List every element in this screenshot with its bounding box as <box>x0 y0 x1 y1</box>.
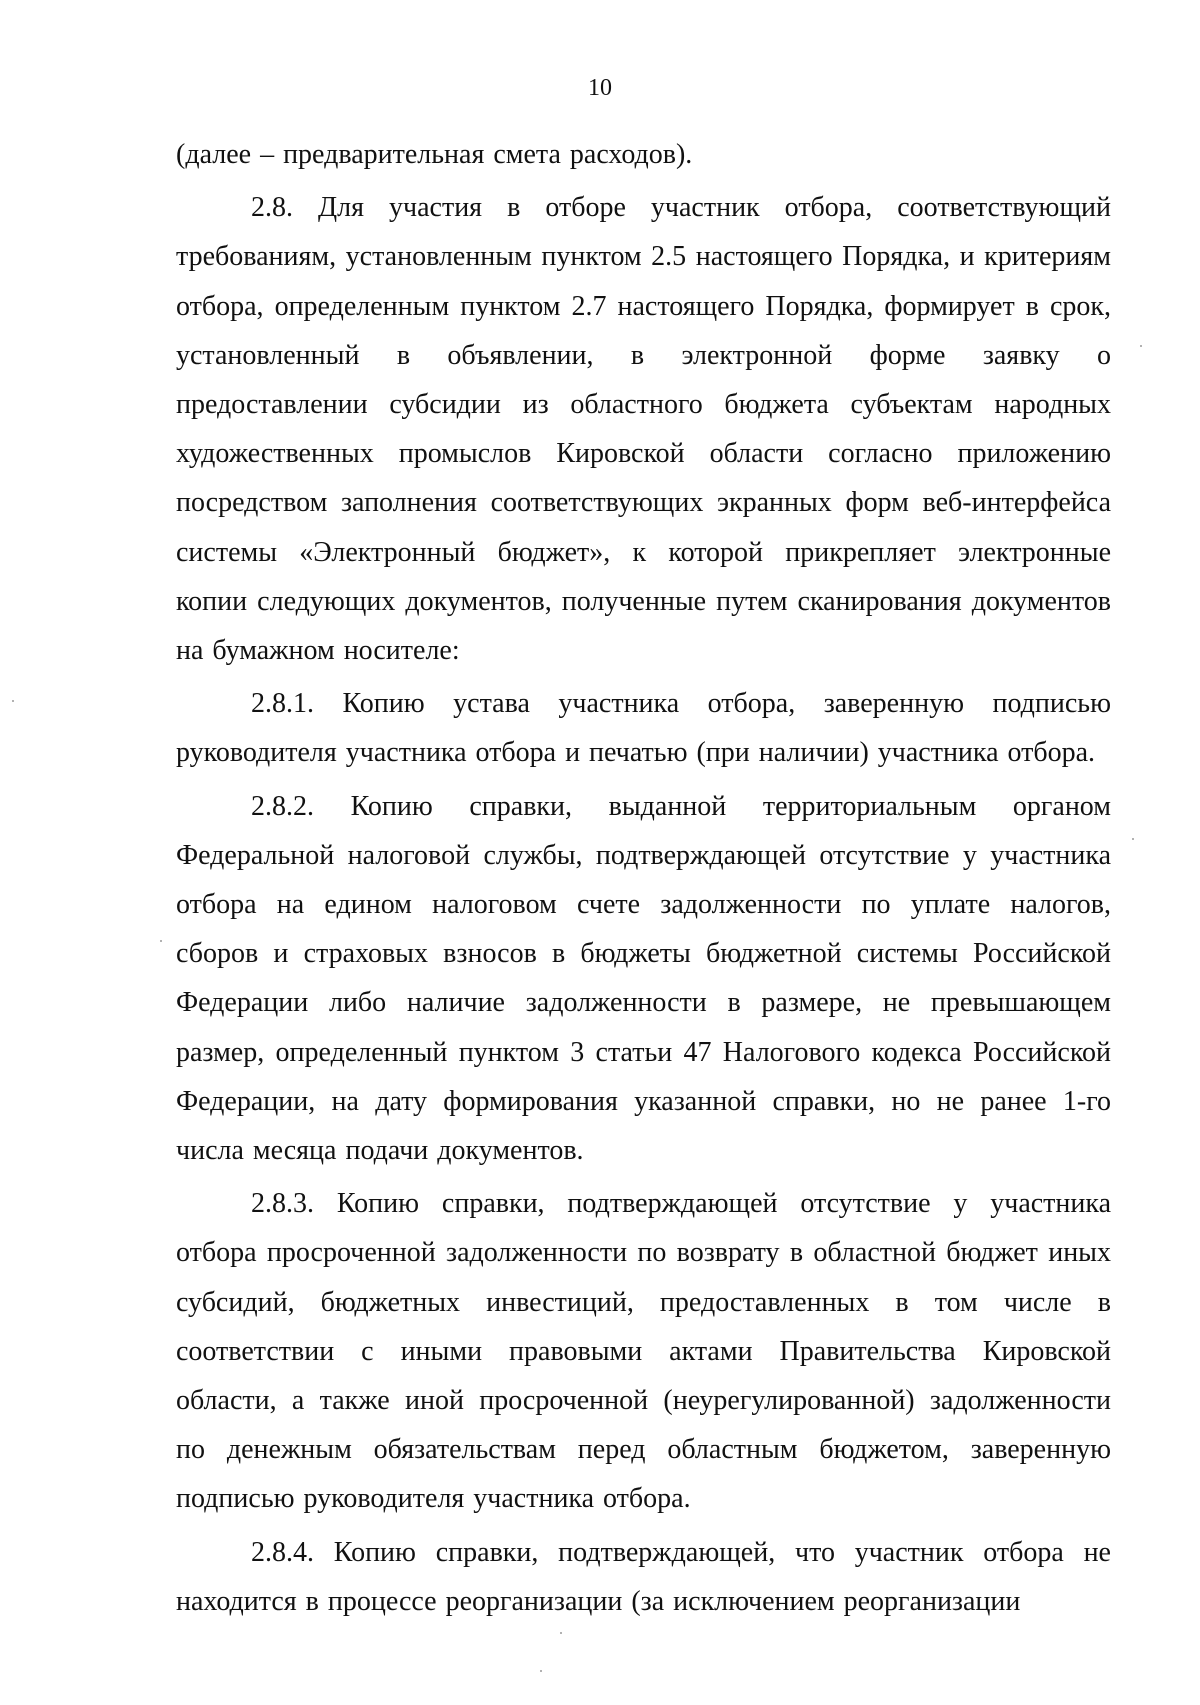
paragraph-2-8-3: 2.8.3. Копию справки, подтверждающей отсутствие у участника отбора просроченной задолженности по возврату в областной бюджет иных субсидий, бюджетных инвестиций, предоставленных в том числе в соответствии с иными правовыми актами Правительства Кировской области, а также иной просроченной (неурегулированной) задолженности по денежным обязательствам перед областным бюджетом, заверенную подписью руководителя участника отбора. <box>176 1188 1111 1515</box>
scan-speck <box>1140 345 1142 347</box>
scan-speck <box>12 700 14 702</box>
scan-speck <box>160 940 162 942</box>
document-body <box>176 130 1111 1626</box>
scan-speck <box>1132 838 1134 840</box>
paragraph-2-8-2: 2.8.2. Копию справки, выданной территориальным органом Федеральной налоговой службы, подтверждающей отсутствие у участника отбора на едином налоговом счете задолженности по уплате налогов, сборов и страховых взносов в бюджеты бюджетной системы Российской Федерации либо наличие задолженности в размере, не превышающем размер, определенный пунктом 3 статьи 47 Налогового кодекса Российской Федерации, на дату формирования указанной справки, но не ранее 1-го числа месяца подачи документов. <box>176 790 1111 1167</box>
paragraph-2-8-1: 2.8.1. Копию устава участника отбора, заверенную подписью руководителя участника отбора и печатью (при наличии) участника отбора. <box>176 688 1111 769</box>
scan-speck <box>540 1670 542 1672</box>
paragraph-continuation: (далее – предварительная смета расходов). <box>176 139 693 170</box>
paragraph-2-8-4: 2.8.4. Копию справки, подтверждающей, что участник отбора не находится в процессе реорганизации (за исключением реорганизации <box>176 1536 1111 1617</box>
paragraph-2-8: 2.8. Для участия в отборе участник отбора, соответствующий требованиям, установленным пунктом 2.5 настоящего Порядка, и критериям отбора, определенным пунктом 2.7 настоящего Порядка, формирует в срок, установленный в объявлении, в электронной форме заявку о предоставлении субсидии из областного бюджета субъектам народных художественных промыслов Кировской области согласно приложению посредством заполнения соответствующих экранных форм веб-интерфейса системы «Электронный бюджет», к которой прикрепляет электронные копии следующих документов, полученные путем сканирования документов на бумажном носителе: <box>176 192 1111 667</box>
scan-speck <box>560 1632 562 1634</box>
page-number: 10 <box>588 75 612 101</box>
